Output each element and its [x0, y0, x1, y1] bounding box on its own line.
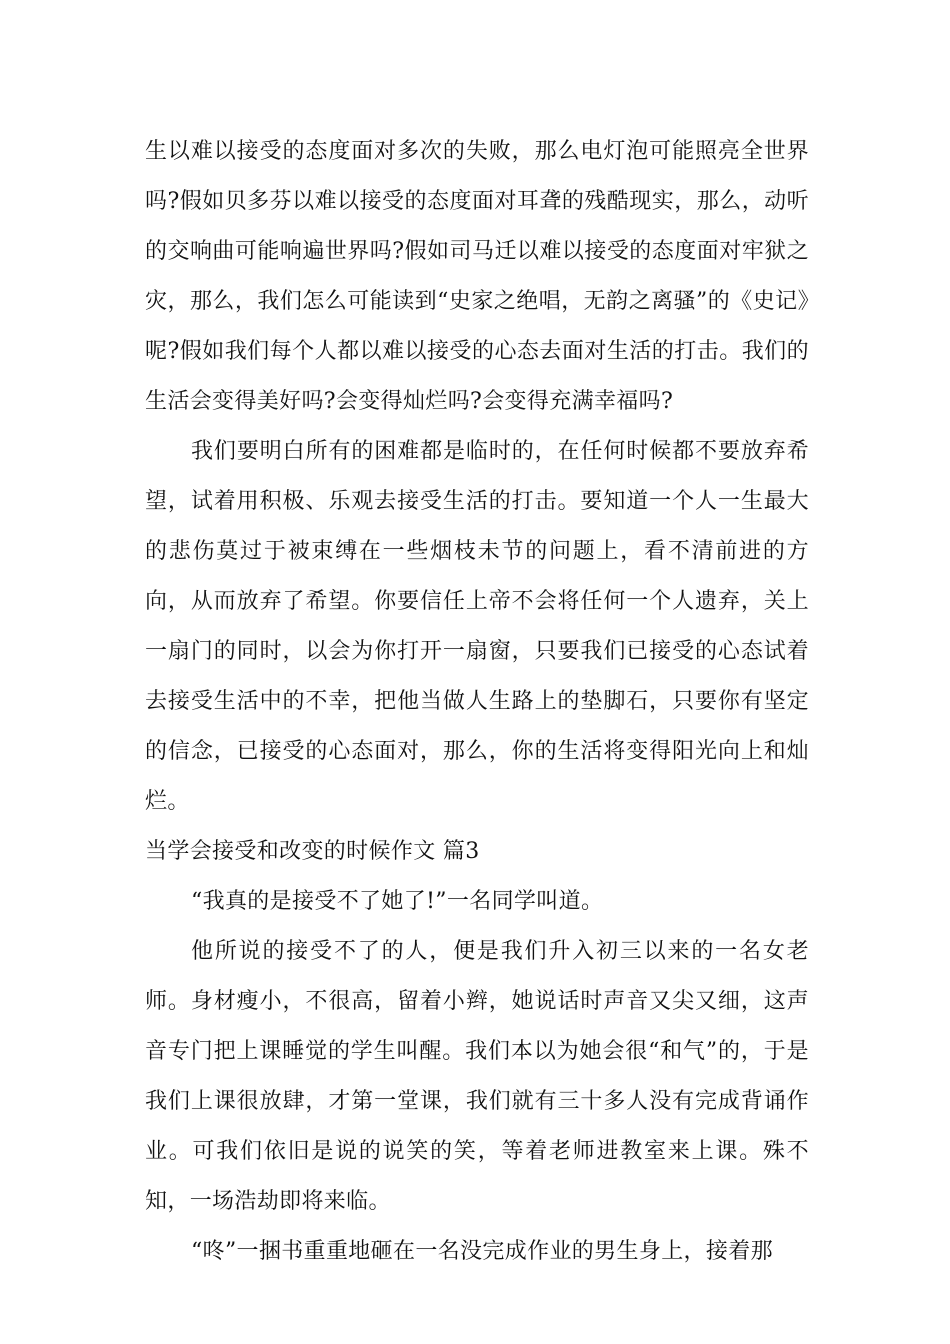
- section-heading: 当学会接受和改变的时候作文 篇3: [145, 839, 480, 864]
- paragraph-continuation: 生以难以接受的态度面对多次的失败，那么电灯泡可能照亮全世界吗?假如贝多芬以难以接受的态度面对耳聋的残酷现实，那么，动听的交响曲可能响遍世界吗?假如司马迁以难以接受的态度面对牢狱之灾，那么，我们怎么可能读到“史家之绝唱，无韵之离骚”的《史记》呢?假如我们每个人都以难以接受的心态去面对生活的打击。我们的生活会变得美好吗?会变得灿烂吗?会变得充满幸福吗?: [145, 139, 809, 414]
- paragraph: “我真的是接受不了她了!”一名同学叫道。: [191, 889, 604, 914]
- paragraph: 他所说的接受不了的人，便是我们升入初三以来的一名女老师。身材瘦小，不很高，留着小辫，她说话时声音又尖又细，这声音专门把上课睡觉的学生叫醒。我们本以为她会很“和气”的，于是我们上课很放肆，才第一堂课，我们就有三十多人没有完成背诵作业。可我们依旧是说的说笑的笑，等着老师进教室来上课。殊不知，一场浩劫即将来临。: [145, 939, 809, 1214]
- paragraph: “咚”一捆书重重地砸在一名没完成作业的男生身上，接着那: [191, 1239, 773, 1264]
- document-body: [145, 127, 809, 1277]
- paragraph: 我们要明白所有的困难都是临时的，在任何时候都不要放弃希望，试着用积极、乐观去接受生活的打击。要知道一个人一生最大的悲伤莫过于被束缚在一些烟枝未节的问题上，看不清前进的方向，从而放弃了希望。你要信任上帝不会将任何一个人遗弃，关上一扇门的同时，以会为你打开一扇窗，只要我们已接受的心态试着去接受生活中的不幸，把他当做人生路上的垫脚石，只要你有坚定的信念，已接受的心态面对，那么，你的生活将变得阳光向上和灿烂。: [145, 439, 809, 814]
